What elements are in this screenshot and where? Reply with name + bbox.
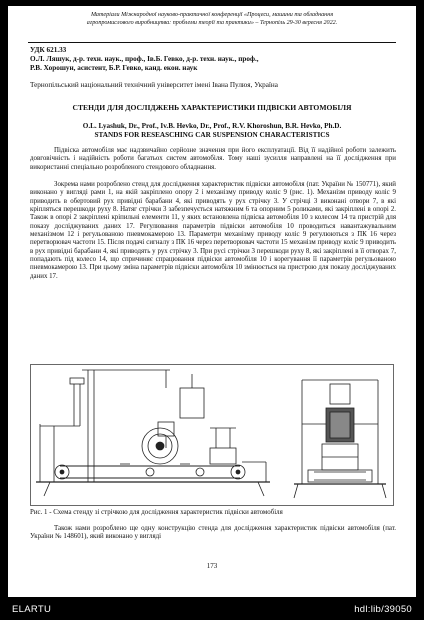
figure-stand-schematic (30, 364, 394, 506)
authors-english: O.L. Lyashuk, Dr., Prof., Iv.B. Hevko, Dr., Prof., R.V. Khoroshun, B.R. Hevko, Ph.D. (82, 122, 342, 130)
title-english: STANDS FOR RESEASCHING CAR SUSPENSION CHARACTERISTICS (94, 131, 330, 139)
page-number: 173 (206, 562, 218, 570)
figure-caption: Рис. 1 - Схема стенду зі стрічкою для дослідження характеристик підвіски автомобіля (30, 509, 283, 516)
paper-page (8, 6, 416, 597)
repository-label: ELARTU (12, 604, 52, 615)
authors-line-1: О.Л. Ляшук, д-р. техн. наук., проф., Ів.Б. Гевко, д-р. техн. наук., проф., (30, 55, 259, 63)
authors-ua (30, 55, 396, 73)
header-rule (28, 42, 396, 43)
title-ukrainian: СТЕНДИ ДЛЯ ДОСЛІДЖЕНЬ ХАРАКТЕРИСТИКИ ПІДВІСКИ АВТОМОБІЛЯ (72, 103, 352, 112)
handle-label: hdl:lib/39050 (354, 604, 412, 615)
header-line-2: агропромислового виробництва: проблеми теорії та практики» – Тернопіль 29-30 вересня 2022. (86, 19, 338, 26)
paragraph-3-text: Також нами розроблено ще одну конструкцію стенда для дослідження характеристик підвіски автомобіля (пат. України № 148601), який виконано у вигляді (30, 525, 396, 541)
paragraph-1-text: Підвіска автомобіля має надзвичайно серйозне значення при його експлуатації. Від її надійної роботи залежить довговічність і надійність роботи багатьох систем автомобіля. Тому наші зусилля направлені на її дослідження при використанні спеціально розробленого стендового обладнання. (30, 147, 396, 171)
paragraph-3 (30, 525, 396, 542)
udc-code: УДК 621.33 (30, 46, 67, 54)
conference-header (28, 12, 396, 27)
authors-line-2: Р.В. Хорошун, асистент, Б.Р. Гевко, канд. екон. наук (30, 63, 198, 72)
affiliation: Тернопільський національний технічний університет імені Івана Пулюя, Україна (30, 81, 278, 89)
header-line-1: Матеріали Міжнародної науково-практичної конференції «Процеси, машини та обладнання (90, 12, 334, 18)
paragraph-1 (30, 147, 396, 172)
paragraph-2 (30, 181, 396, 281)
paragraph-2-text: Зокрема нами розроблено стенд для дослідження характеристик підвіски автомобіля (пат. України № 150771), який виконано у вигляді рами 1, на якій закріплено опору 2 і механізму приводу коліс 9 (рис. 1). Механізм приводу коліс 9 приводить в обертовий рух привідні барабани 4, які приводять у рух стрічку 3. У стрічці 3 виконані отвори 7, в які кріпляться перешкоди руху 8. Натяг стрічки 3 забезпечується натяжним 6 та опорним 5 роликами, які закріплені в опорі 2. Також в опорі 2 закріплені кріпильні елементи 11, у яких встановлена підвіска автомобіля 10 з колесом 14 та пристрій для показу досліджуваних даних 17. Регулювання параметрів підвіски автомобіля 10 проводиться навантажувальним механізмом 12 і регульованою пневмокамерою 13. Параметри механізму приводу коліс 9 регулюються з ПК 16 через перетворювач частоти 15. Після подачі сигналу з ПК 16 через перетворювач частоти 15 механізм приводу коліс 9 приводить в рух привідні барабани 4, які приводять у рух стрічку 3. При русі стрічки 3 перешкоди руху 8, які закріплені в її отворах 7, попадають під колесо 14, що спричиняє спрацювання підвіски автомобіля 10 і корегування її параметрів регульованою пневмокамерою 13. При цьому зміна параметрів підвіски автомобіля 10 змінюється на пристрою для показу досліджуваних даних 17. (30, 181, 396, 280)
